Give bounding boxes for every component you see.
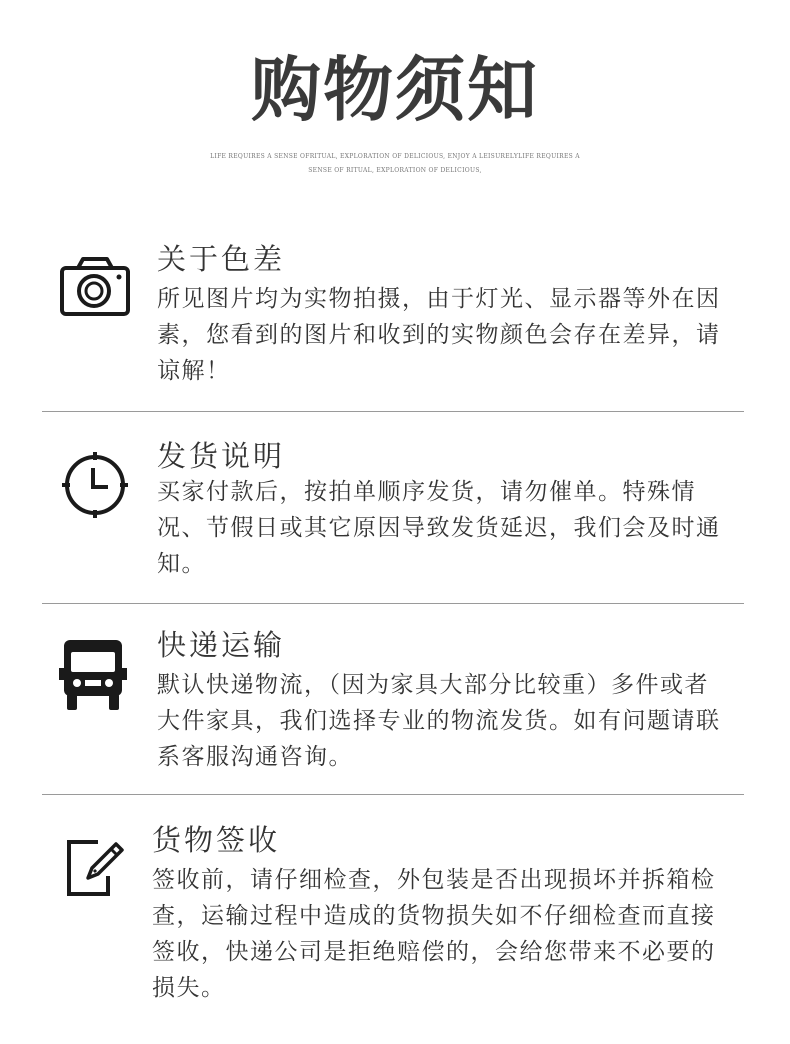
section-body: 签收前，请仔细检查，外包装是否出现损坏并拆箱检查，运输过程中造成的货物损失如不仔细检查而直接签收，快递公司是拒绝赔偿的，会给您带来不必要的损失。 [152,867,716,1001]
section-divider [42,794,744,795]
section-title: 发货说明 [157,439,286,473]
section-divider [42,411,744,412]
sign-document-icon [58,832,132,906]
section-title: 快递运输 [157,628,286,662]
truck-icon [58,638,132,712]
clock-icon [58,448,132,522]
camera-icon [58,252,132,326]
section-title: 货物签收 [152,823,281,857]
section-divider [42,603,744,604]
section-body: 默认快递物流，（因为家具大部分比较重）多件或者大件家具，我们选择专业的物流发货。如有问题请联系客服沟通咨询。 [157,672,721,770]
section-body: 买家付款后，按拍单顺序发货，请勿催单。特殊情况、节假日或其它原因导致发货延迟，我们会及时通知。 [157,479,721,577]
section-title: 关于色差 [157,242,286,276]
page-subtitle: LIFE REQUIRES A SENSE OFRITUAL, EXPLORATION OF DELICIOUS, ENJOY A LEISURELYLIFE REQUIRES A SENSE OF RITUAL, EXPLORATION OF DELICIOUS, [210,153,580,174]
page-title: 购物须知 [251,49,539,131]
section-body: 所见图片均为实物拍摄，由于灯光、显示器等外在因素，您看到的图片和收到的实物颜色会存在差异，请谅解！ [157,286,721,384]
